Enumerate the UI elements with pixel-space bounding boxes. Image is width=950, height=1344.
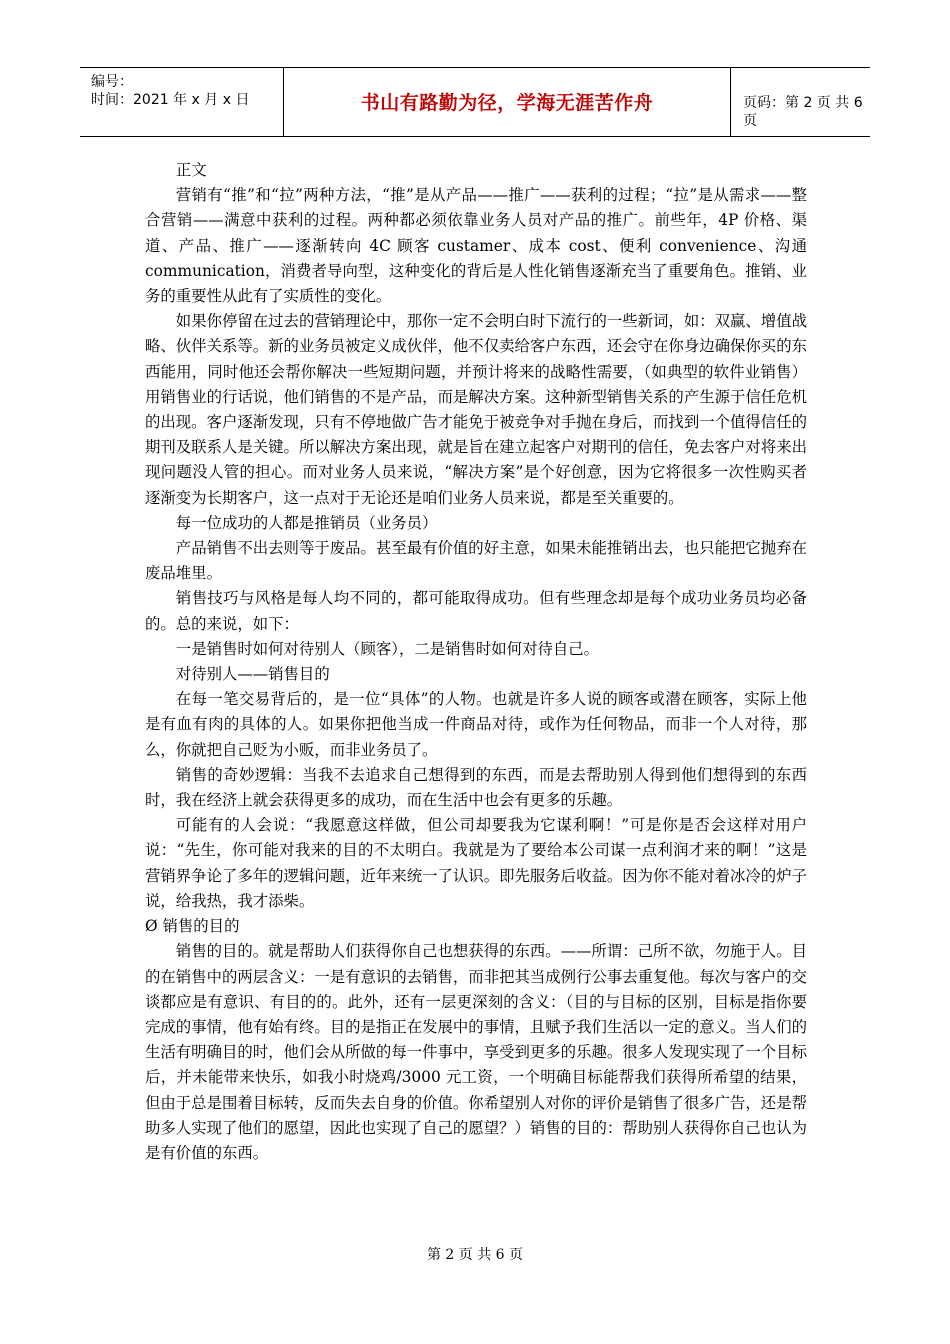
document-header	[80, 67, 870, 137]
body-paragraph: 产品销售不出去则等于废品。甚至最有价值的好主意，如果未能推销出去，也只能把它抛弃在废品堆里。	[145, 539, 807, 583]
body-paragraph: 每一位成功的人都是推销员（业务员）	[175, 513, 438, 532]
body-bullet-heading: Ø 销售的目的	[145, 917, 240, 936]
date-label: 时间：2021 年 x 月 x 日	[91, 92, 250, 108]
body-heading: 正文	[175, 161, 207, 179]
body-paragraph: 销售的奇妙逻辑：当我不去追求自己想得到的东西，而是去帮助别人得到他们想得到的东西时，我在经济上就会获得更多的成功，而在生活中也会有更多的乐趣。	[145, 765, 807, 810]
body-paragraph: 如果你停留在过去的营销理论中，那你一定不会明白时下流行的一些新词，如：双赢、增值战略、伙伴关系等。新的业务员被定义成伙伴，他不仅卖给客户东西，还会守在你身边确保你买的东西能用，同时他还会帮你解决一些短期问题，并预计将来的战略性需要，（如典型的软件业销售）用销售业的行话说，他们销售的不是产品，而是解决方案。这种新型销售关系的产生源于信任危机的出现。客户逐渐发现，只有不停地做广告才能免于被竞争对手抛在身后，而找到一个值得信任的期刊及联系人是关键。所以解决方案出现，就是旨在建立起客户对期刊的信任，免去客户对将来出现问题没人管的担心。而对业务人员来说，“解决方案”是个好创意，因为它将很多一次性购买者逐渐变为长期客户，这一点对于无论还是咱们业务人员来说，都是至关重要的。	[145, 312, 807, 507]
body-paragraph: 一是销售时如何对待别人（顾客），二是销售时如何对待自己。	[175, 639, 600, 658]
document-body	[145, 158, 807, 1166]
body-paragraph: 营销有“推”和“拉”两种方法，“推”是从产品——推广——获利的过程；“拉”是从需求——整合营销——满意中获利的过程。两种都必须依靠业务人员对产品的推广。前些年，4P 价格、渠道、产品、推广——逐渐转向 4C 顾客 custamer、成本 cost、便利 convenience、沟通 communication，消费者导向型，这种变化的背后是人性化销售逐渐充当了重要角色。推销、业务的重要性从此有了实质性的变化。	[145, 186, 807, 306]
header-motto: 书山有路勤为径，学海无涯苦作舟	[360, 92, 654, 114]
body-subheading: 对待别人——销售目的	[175, 665, 330, 684]
body-paragraph: 在每一笔交易背后的，是一位“具体”的人物。也就是许多人说的顾客或潜在顾客，实际上他是有血有肉的具体的人。如果你把他当成一件商品对待，或作为任何物品，而非一个人对待，那么，你就把自己贬为小贩，而非业务员了。	[145, 690, 807, 759]
header-page-info: 页码：第 2 页 共 6 页	[743, 95, 863, 129]
header-motto-cell	[284, 68, 731, 136]
header-meta-cell	[80, 68, 284, 136]
body-paragraph: 销售的目的。就是帮助人们获得你自己也想获得的东西。——所谓：己所不欲，勿施于人。目的在销售中的两层含义：一是有意识的去销售，而非把其当成例行公事去重复他。每次与客户的交谈都应是有意识、有目的的。此外，还有一层更深刻的含义：（目的与目标的区别，目标是指你要完成的事情，他有始有终。目的是指正在发展中的事情，且赋予我们生活以一定的意义。当人们的生活有明确目的时，他们会从所做的每一件事中，享受到更多的乐趣。很多人发现实现了一个目标后，并未能带来快乐，如我小时烧鸡/3000 元工资，一个明确目标能帮我们获得所希望的结果，但由于总是围着目标转，反而失去自身的价值。你希望别人对你的评价是销售了很多广告，还是帮助多人实现了他们的愿望，因此也实现了自己的愿望？）销售的目的：帮助别人获得你自己也认为是有价值的东西。	[145, 942, 807, 1162]
header-page-cell	[731, 68, 870, 136]
number-label: 编号：	[91, 74, 133, 90]
page-footer: 第 2 页 共 6 页	[426, 1247, 524, 1263]
body-paragraph: 销售技巧与风格是每人均不同的，都可能取得成功。但有些理念却是每个成功业务员均必备的。总的来说，如下：	[145, 589, 807, 633]
body-paragraph: 可能有的人会说：“我愿意这样做，但公司却要我为它谋利啊！”可是你是否会这样对用户说：“先生，你可能对我来的目的不太明白。我就是为了要给本公司谋一点利润才来的啊！”这是营销界争论了多年的逻辑问题，近年来统一了认识。即先服务后收益。因为你不能对着冰冷的炉子说，给我热，我才添柴。	[145, 816, 807, 910]
